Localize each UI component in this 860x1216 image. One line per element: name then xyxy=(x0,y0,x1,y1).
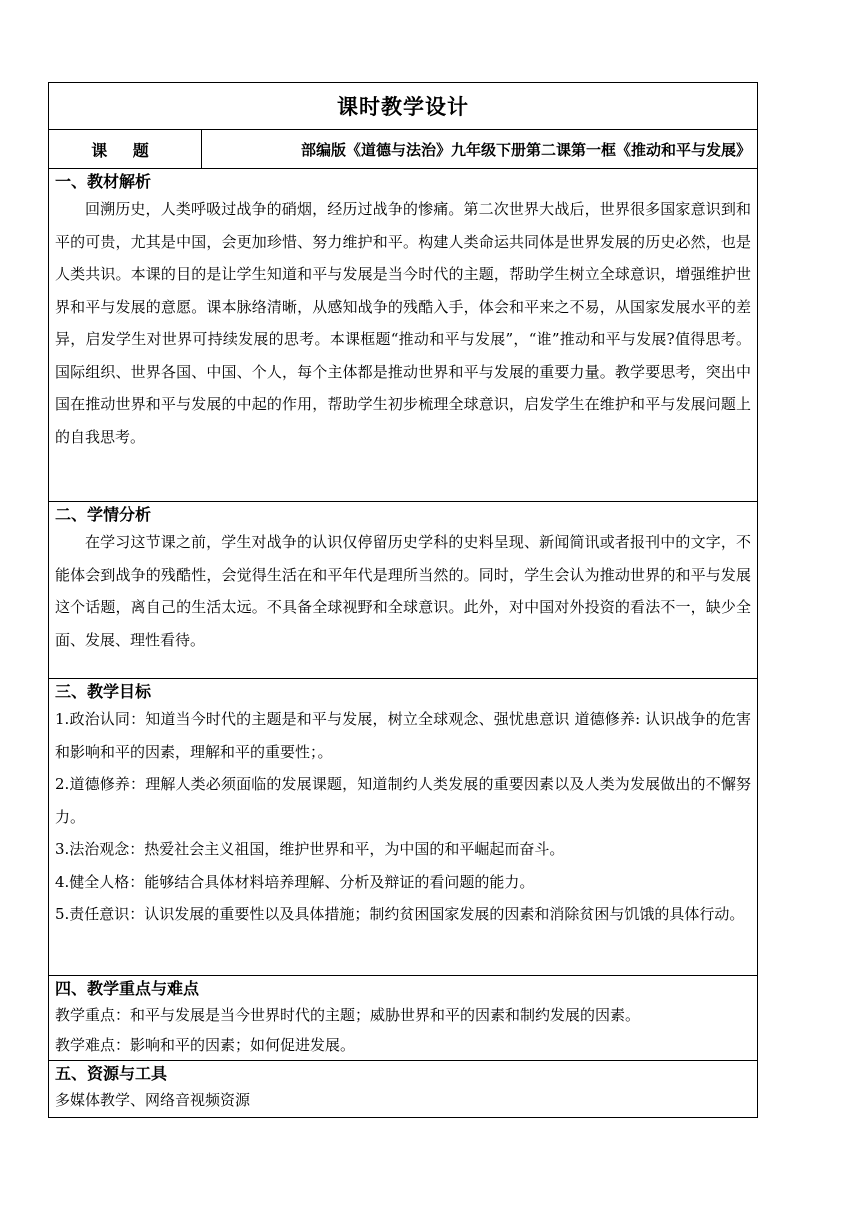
section-textbook-analysis xyxy=(49,169,758,502)
lesson-plan-table xyxy=(48,82,758,1118)
document-title: 课时教学设计 xyxy=(49,83,758,130)
section-teaching-objectives xyxy=(49,679,758,976)
objective-item: 1.政治认同：知道当今时代的主题是和平与发展，树立全球观念、强忧患意识 道德修养: 认识战争的危害和影响和平的因素，理解和平的重要性；。 xyxy=(55,710,751,761)
section-paragraph: 回溯历史，人类呼吸过战争的硝烟，经历过战争的惨痛。第二次世界大战后，世界很多国家意识到和平的可贵，尤其是中国，会更加珍惜、努力维护和平。构建人类命运共同体是世界发展的历史必然，也是人类共识。本课的目的是让学生知道和平与发展是当今时代的主题，帮助学生树立全球意识，增强维护世界和平与发展的意愿。课本脉络清晰，从感知战争的残酷入手，体会和平来之不易，从国家发展水平的差异，启发学生对世界可持续发展的思考。本课框题“推动和平与发展”，“谁”推动和平与发展?值得思考。国际组织、世界各国、中国、个人，每个主体都是推动世界和平与发展的重要力量。教学要思考，突出中国在推动世界和平与发展的中起的作用，帮助学生初步梳理全球意识，启发学生在维护和平与发展问题上的自我思考。 xyxy=(55,200,751,446)
section-heading: 三、教学目标 xyxy=(55,682,152,701)
section-heading: 四、教学重点与难点 xyxy=(55,979,200,998)
objective-item: 5.责任意识：认识发展的重要性以及具体措施；制约贫困国家发展的因素和消除贫困与饥饿的具体行动。 xyxy=(55,905,745,923)
section-heading: 五、资源与工具 xyxy=(55,1064,168,1083)
resource-item: 多媒体教学、网络音视频资源 xyxy=(55,1091,251,1109)
objective-item: 4.健全人格：能够结合具体材料培养理解、分析及辩证的看问题的能力。 xyxy=(55,872,535,891)
section-resources-tools xyxy=(49,1061,758,1118)
section-student-analysis xyxy=(49,502,758,679)
topic-value: 部编版《道德与法治》九年级下册第二课第一框《推动和平与发展》 xyxy=(202,130,758,169)
objective-item: 3.法治观念：热爱社会主义祖国，维护世界和平，为中国的和平崛起而奋斗。 xyxy=(55,840,565,858)
section-heading: 一、教材解析 xyxy=(55,172,152,191)
section-paragraph: 在学习这节课之前，学生对战争的认识仅停留历史学科的史料呈现、新闻简讯或者报刊中的文字，不能体会到战争的残酷性，会觉得生活在和平年代是理所当然的。同时，学生会认为推动世界的和平与发展这个话题，离自己的生活太远。不具备全球视野和全球意识。此外，对中国对外投资的看法不一，缺少全面、发展、理性看待。 xyxy=(55,533,751,649)
section-key-points xyxy=(49,976,758,1061)
section-heading: 二、学情分析 xyxy=(55,505,152,524)
topic-label: 课 题 xyxy=(49,130,202,169)
key-point-item: 教学重点：和平与发展是当今世界时代的主题；威胁世界和平的因素和制约发展的因素。 xyxy=(55,1006,641,1024)
objective-item: 2.道德修养：理解人类必须面临的发展课题，知道制约人类发展的重要因素以及人类为发展做出的不懈努力。 xyxy=(55,775,751,826)
key-point-item: 教学难点：影响和平的因素；如何促进发展。 xyxy=(55,1036,356,1054)
